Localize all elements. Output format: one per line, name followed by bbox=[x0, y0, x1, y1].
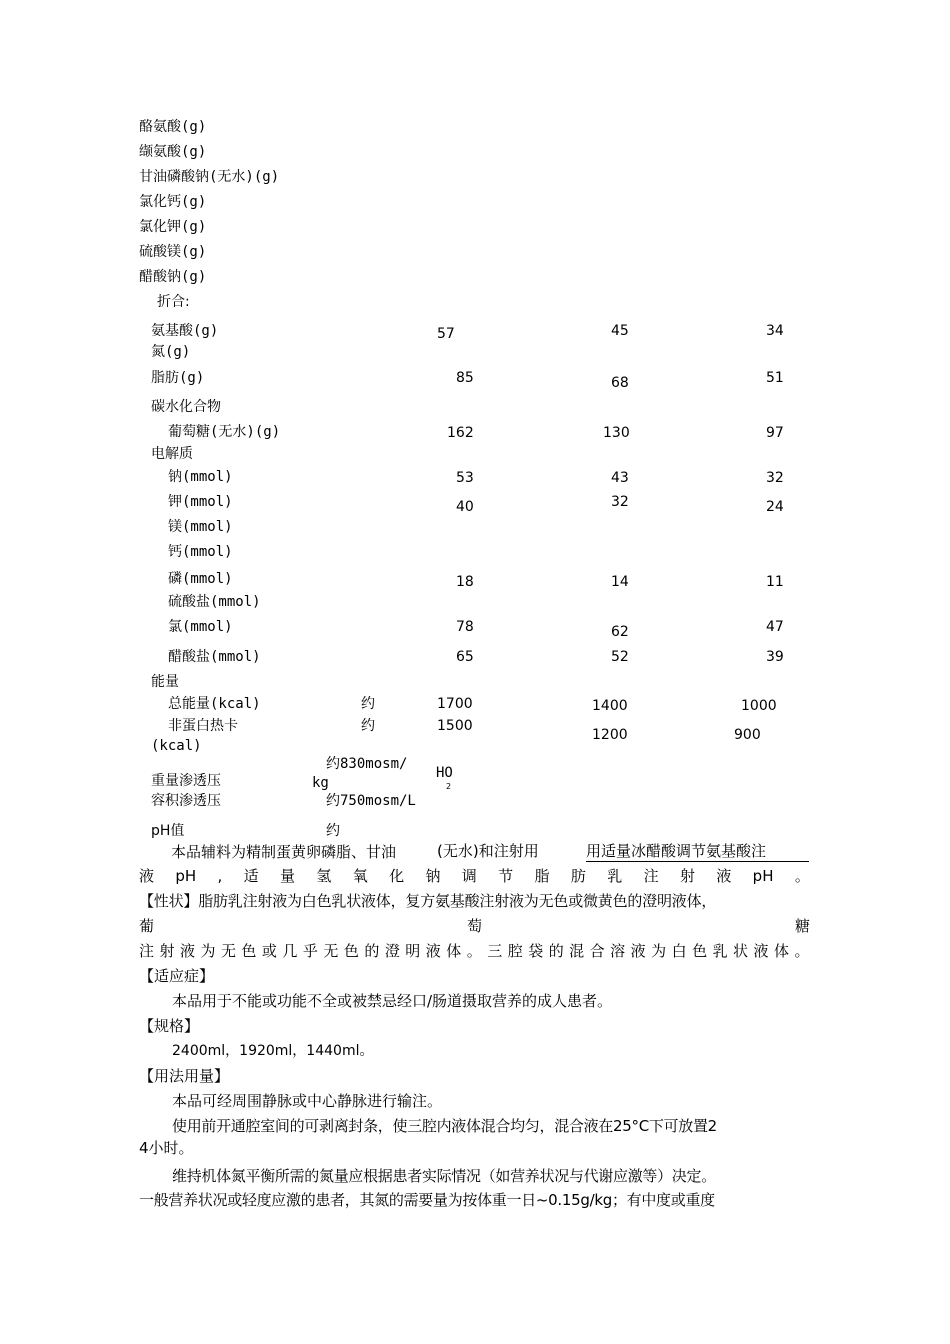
properties-line2-word: 射 bbox=[159, 942, 175, 960]
phosphorus-v2: 14 bbox=[611, 574, 629, 590]
chlorine-v1: 78 bbox=[456, 619, 474, 635]
row-label-phosphorus: 磷(mmol) bbox=[168, 571, 233, 587]
row-label-magnesium: 镁(mmol) bbox=[168, 519, 233, 535]
ph-line-word: 节 bbox=[498, 867, 514, 885]
properties-line2-word: 液 bbox=[753, 942, 769, 960]
amino-v3: 34 bbox=[766, 323, 784, 339]
properties-line2-word: 体 bbox=[446, 942, 462, 960]
properties-line2-word: 液 bbox=[425, 942, 441, 960]
nonprotein-v1: 1500 bbox=[437, 718, 473, 734]
ingredient-sodium-acetate: 醋酸钠(g) bbox=[139, 269, 207, 285]
ph-line-word: , bbox=[217, 867, 223, 885]
row-label-potassium: 钾(mmol) bbox=[168, 494, 233, 510]
properties-line2-word: 液 bbox=[630, 942, 646, 960]
osm-weight-label: 重量渗透压 bbox=[151, 773, 221, 789]
row-label-sulfate: 硫酸盐(mmol) bbox=[168, 594, 261, 610]
osm-volume-label: 容积渗透压 bbox=[151, 793, 221, 809]
potassium-v1: 40 bbox=[456, 499, 474, 515]
ph-adjust-line bbox=[139, 866, 810, 886]
spec-text: 2400ml，1920ml，1440ml。 bbox=[172, 1043, 374, 1059]
ph-line-word: 适 bbox=[243, 867, 259, 885]
osm-weight-unit: HO bbox=[436, 765, 453, 781]
row-label-glucose: 葡萄糖(无水)(g) bbox=[168, 424, 281, 440]
glucose-v2: 130 bbox=[603, 425, 630, 441]
total-energy-v2: 1400 bbox=[592, 698, 628, 714]
osm-weight-unit-sub: 2 bbox=[446, 782, 452, 791]
usage-p2a: 使用前开通腔室间的可剥离封条，使三腔内液体混合均匀，混合液在25°C下可放置2 bbox=[172, 1117, 717, 1135]
usage-title: 【用法用量】 bbox=[139, 1067, 230, 1085]
row-label-nitrogen: 氮(g) bbox=[151, 344, 191, 360]
ph-line-word: pH bbox=[752, 867, 774, 885]
row-label-fat: 脂肪(g) bbox=[151, 370, 205, 386]
row-label-chlorine: 氯(mmol) bbox=[168, 619, 233, 635]
properties-line2-word: 色 bbox=[343, 942, 359, 960]
properties-line2-word: 三 bbox=[487, 942, 503, 960]
properties-line2-word: 袋 bbox=[528, 942, 544, 960]
ingredient-valine: 缬氨酸(g) bbox=[139, 144, 207, 160]
ph-line-word: 钠 bbox=[425, 867, 441, 885]
properties-line2-word: 的 bbox=[364, 942, 380, 960]
properties-line2-word: 明 bbox=[405, 942, 421, 960]
phosphorus-v3: 11 bbox=[766, 574, 784, 590]
properties-line2-word: 乎 bbox=[302, 942, 318, 960]
ingredient-tyrosine: 酪氨酸(g) bbox=[139, 119, 207, 135]
usage-p1: 本品可经周围静脉或中心静脉进行输注。 bbox=[172, 1092, 443, 1110]
excipients-text-a: 本品辅料为精制蛋黄卵磷脂、甘油 bbox=[171, 843, 397, 861]
properties-line2-word: 澄 bbox=[384, 942, 400, 960]
ingredient-sodium-glycerophosphate: 甘油磷酸钠(无水)(g) bbox=[139, 169, 280, 185]
properties-line2-word: 色 bbox=[241, 942, 257, 960]
ph-line-word: 氧 bbox=[352, 867, 368, 885]
properties-line2-word: 腔 bbox=[507, 942, 523, 960]
ph-line-word: pH bbox=[175, 867, 197, 885]
excipients-text-c: 用适量冰醋酸调节氨基酸注 bbox=[586, 841, 809, 862]
fat-v1: 85 bbox=[456, 370, 474, 386]
properties-word: 葡 bbox=[139, 917, 155, 935]
row-label-carb: 碳水化合物 bbox=[151, 399, 221, 415]
properties-line2-word: 体 bbox=[774, 942, 790, 960]
chlorine-v2: 62 bbox=[611, 624, 629, 640]
sodium-v3: 32 bbox=[766, 470, 784, 486]
fat-v2: 68 bbox=[611, 375, 629, 391]
properties-line2-word: 的 bbox=[548, 942, 564, 960]
row-label-total-energy: 总能量(kcal) bbox=[168, 696, 261, 712]
phosphorus-v1: 18 bbox=[456, 574, 474, 590]
fat-v3: 51 bbox=[766, 370, 784, 386]
ph-line-word: 脂 bbox=[534, 867, 550, 885]
amino-v2: 45 bbox=[611, 323, 629, 339]
ingredient-calcium-chloride: 氯化钙(g) bbox=[139, 194, 207, 210]
row-label-nonprotein: 非蛋白热卡 bbox=[168, 718, 238, 734]
ph-line-word: 射 bbox=[679, 867, 695, 885]
excipients-text-b: (无水)和注射用 bbox=[437, 842, 539, 860]
total-energy-approx: 约 bbox=[361, 696, 375, 712]
properties-word: 糖 bbox=[794, 917, 810, 935]
row-label-nonprotein-unit: (kcal) bbox=[151, 738, 202, 754]
ph-label: pH值 bbox=[151, 823, 185, 839]
properties-line2-word: 溶 bbox=[610, 942, 626, 960]
ph-line-word: 氢 bbox=[316, 867, 332, 885]
usage-p3b: 一般营养状况或轻度应激的患者，其氮的需要量为按体重一日~0.15g/kg；有中度或重度 bbox=[139, 1191, 715, 1209]
ph-line-word: 化 bbox=[389, 867, 405, 885]
total-energy-v3: 1000 bbox=[741, 698, 777, 714]
sodium-v2: 43 bbox=[611, 470, 629, 486]
osm-weight-value-kg: kg bbox=[312, 775, 329, 791]
properties-line2-word: 为 bbox=[651, 942, 667, 960]
usage-p2b: 4小时。 bbox=[139, 1139, 194, 1157]
total-energy-v1: 1700 bbox=[437, 696, 473, 712]
row-label-calcium: 钙(mmol) bbox=[168, 544, 233, 560]
nonprotein-approx: 约 bbox=[361, 718, 375, 734]
row-label-acetate: 醋酸盐(mmol) bbox=[168, 649, 261, 665]
properties-line2-word: 无 bbox=[220, 942, 236, 960]
potassium-v2: 32 bbox=[611, 494, 629, 510]
amino-v1: 57 bbox=[437, 326, 455, 342]
indication-title: 【适应症】 bbox=[139, 967, 215, 985]
properties-line2-word: 乳 bbox=[712, 942, 728, 960]
ph-line-word: 调 bbox=[461, 867, 477, 885]
osm-volume-value: 约750mosm/L bbox=[326, 793, 416, 809]
ph-approx: 约 bbox=[326, 823, 340, 839]
sodium-v1: 53 bbox=[456, 470, 474, 486]
properties-line2-word: 色 bbox=[692, 942, 708, 960]
properties-line2-word: 无 bbox=[323, 942, 339, 960]
nonprotein-v2: 1200 bbox=[592, 727, 628, 743]
properties-line2-word: 混 bbox=[569, 942, 585, 960]
properties-line2-word: 白 bbox=[671, 942, 687, 960]
ingredient-magnesium-sulfate: 硫酸镁(g) bbox=[139, 244, 207, 260]
properties-line2-word: 。 bbox=[466, 942, 482, 960]
properties-line2-word: 为 bbox=[200, 942, 216, 960]
acetate-v3: 39 bbox=[766, 649, 784, 665]
ph-line-word: 液 bbox=[139, 867, 155, 885]
row-label-electrolyte: 电解质 bbox=[151, 446, 193, 462]
row-label-energy: 能量 bbox=[151, 674, 179, 690]
ph-line-word: 量 bbox=[280, 867, 296, 885]
properties-line2-word: 状 bbox=[733, 942, 749, 960]
nonprotein-v3: 900 bbox=[734, 727, 761, 743]
glucose-v1: 162 bbox=[447, 425, 474, 441]
ingredient-potassium-chloride: 氯化钾(g) bbox=[139, 219, 207, 235]
zhehe-label: 折合: bbox=[157, 294, 190, 310]
chlorine-v3: 47 bbox=[766, 619, 784, 635]
indication-text: 本品用于不能或功能不全或被禁忌经口/肠道摄取营养的成人患者。 bbox=[172, 992, 613, 1010]
potassium-v3: 24 bbox=[766, 499, 784, 515]
ph-line-word: 液 bbox=[716, 867, 732, 885]
properties-line2-word: 液 bbox=[179, 942, 195, 960]
properties-line: 【性状】脂肪乳注射液为白色乳状液体，复方氨基酸注射液为无色或微黄色的澄明液体， bbox=[139, 892, 717, 910]
row-label-amino: 氨基酸(g) bbox=[151, 323, 219, 339]
ph-line-word: 注 bbox=[643, 867, 659, 885]
ph-line-word: 。 bbox=[794, 867, 810, 885]
row-label-sodium: 钠(mmol) bbox=[168, 469, 233, 485]
spec-title: 【规格】 bbox=[139, 1017, 200, 1035]
ph-line-word: 肪 bbox=[570, 867, 586, 885]
properties-line2-word: 几 bbox=[282, 942, 298, 960]
acetate-v1: 65 bbox=[456, 649, 474, 665]
osm-weight-value: 约830mosm/ bbox=[326, 756, 408, 772]
ph-line-word: 乳 bbox=[607, 867, 623, 885]
acetate-v2: 52 bbox=[611, 649, 629, 665]
usage-p3a: 维持机体氮平衡所需的氮量应根据患者实际情况（如营养状况与代谢应激等）决定。 bbox=[172, 1167, 716, 1185]
properties-line2-word: 注 bbox=[139, 942, 155, 960]
properties-line2-word: 或 bbox=[261, 942, 277, 960]
properties-line2-word: 。 bbox=[794, 942, 810, 960]
properties-glucose-line bbox=[139, 916, 810, 936]
properties-word: 萄 bbox=[466, 917, 482, 935]
properties-line2-word: 合 bbox=[589, 942, 605, 960]
glucose-v3: 97 bbox=[766, 425, 784, 441]
properties-line-2 bbox=[139, 941, 810, 961]
